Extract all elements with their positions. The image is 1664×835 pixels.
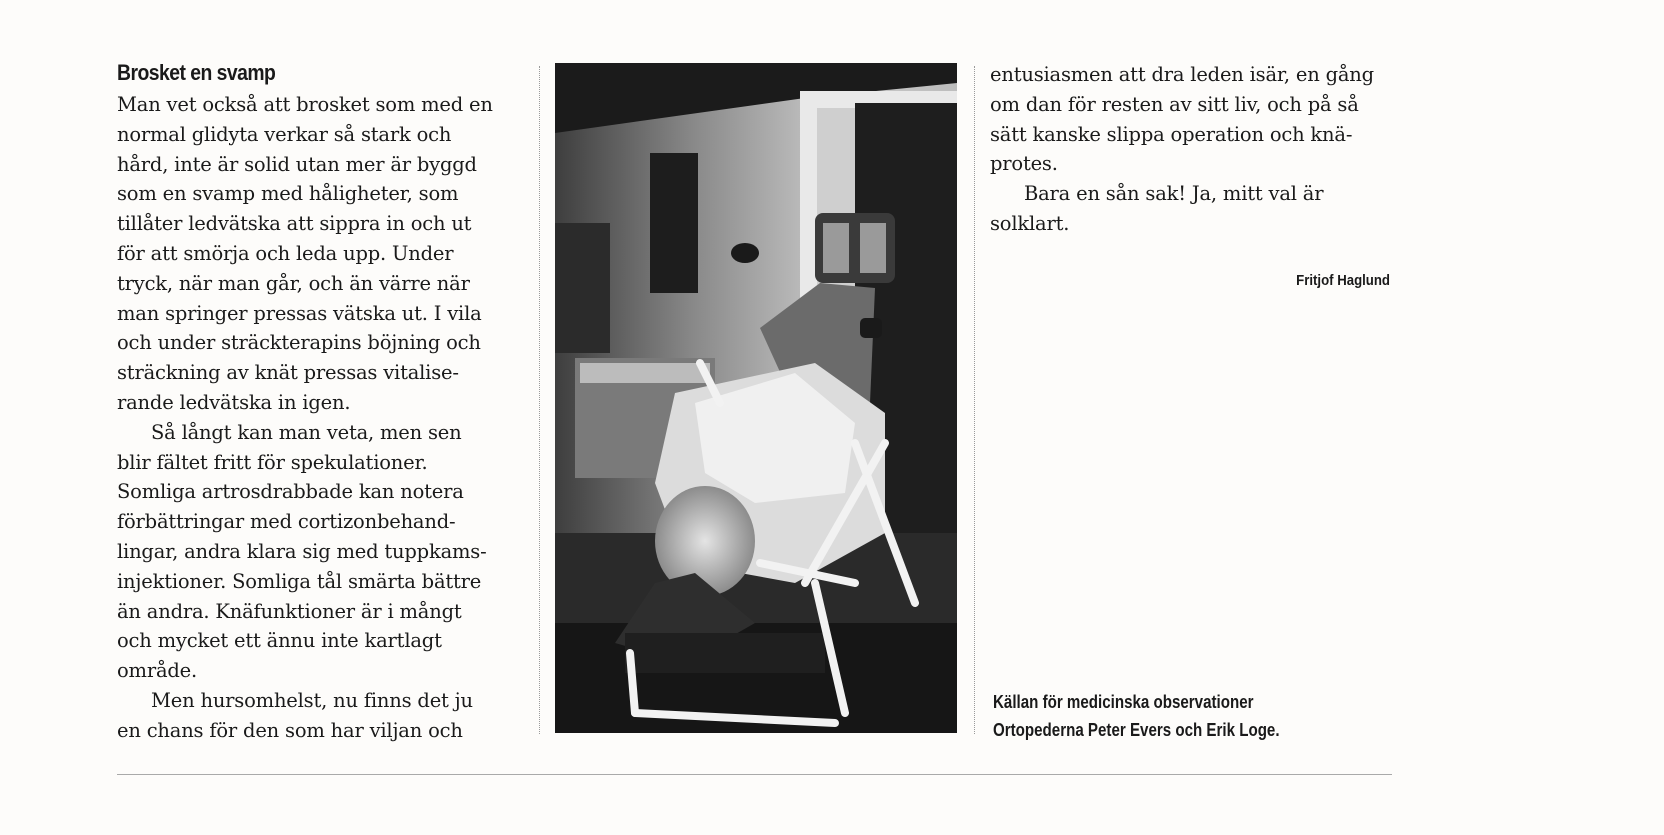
article-photo [555,63,957,733]
source-line-2: Ortopederna Peter Evers och Erik Loge. [993,720,1280,740]
left-column [117,58,537,746]
source-note [993,688,1312,744]
paragraph-4: entusiasmen att dra leden isär, en gång om dan för resten av sitt liv, och på så sätt kanske slippa operation och knä- protes. [990,63,1374,176]
paragraph-1: Man vet också att brosket som med en normal glidyta verkar så stark och hård, inte är solid utan mer är byggd som en svamp med håligheter, som tillåter ledvätska att sippra in och ut för att smörja och leda upp. Under tryck, när man går, och än värre när man springer pressas vätska ut. I vila och under sträckterapins böjning och sträckning av knät pressas vitalise- rande ledvätska in igen. [117,93,493,414]
paragraph-2: Så långt kan man veta, men sen blir fältet fritt för spekulationer. Somliga artrosdrabbade kan notera förbättringar med cortizonbehand- lingar, andra klara sig med tuppkams- injektioner. Somliga tål smärta bättre än andra. Knäfunktioner är i mångt och mycket ett ännu inte kartlagt område. [117,420,487,683]
bottom-rule [117,774,1392,775]
column-divider-left [539,66,540,734]
paragraph-5: Bara en sån sak! Ja, mitt val är solklart. [990,182,1324,235]
column-divider-right [974,66,975,734]
right-column [990,60,1390,239]
source-line-1: Källan för medicinska observationer [993,692,1254,712]
section-heading: Brosket en svamp [117,60,276,85]
paragraph-3: Men hursomhelst, nu finns det ju en chans för den som har viljan och [117,688,473,742]
author-byline: Fritjof Haglund [1296,272,1390,289]
